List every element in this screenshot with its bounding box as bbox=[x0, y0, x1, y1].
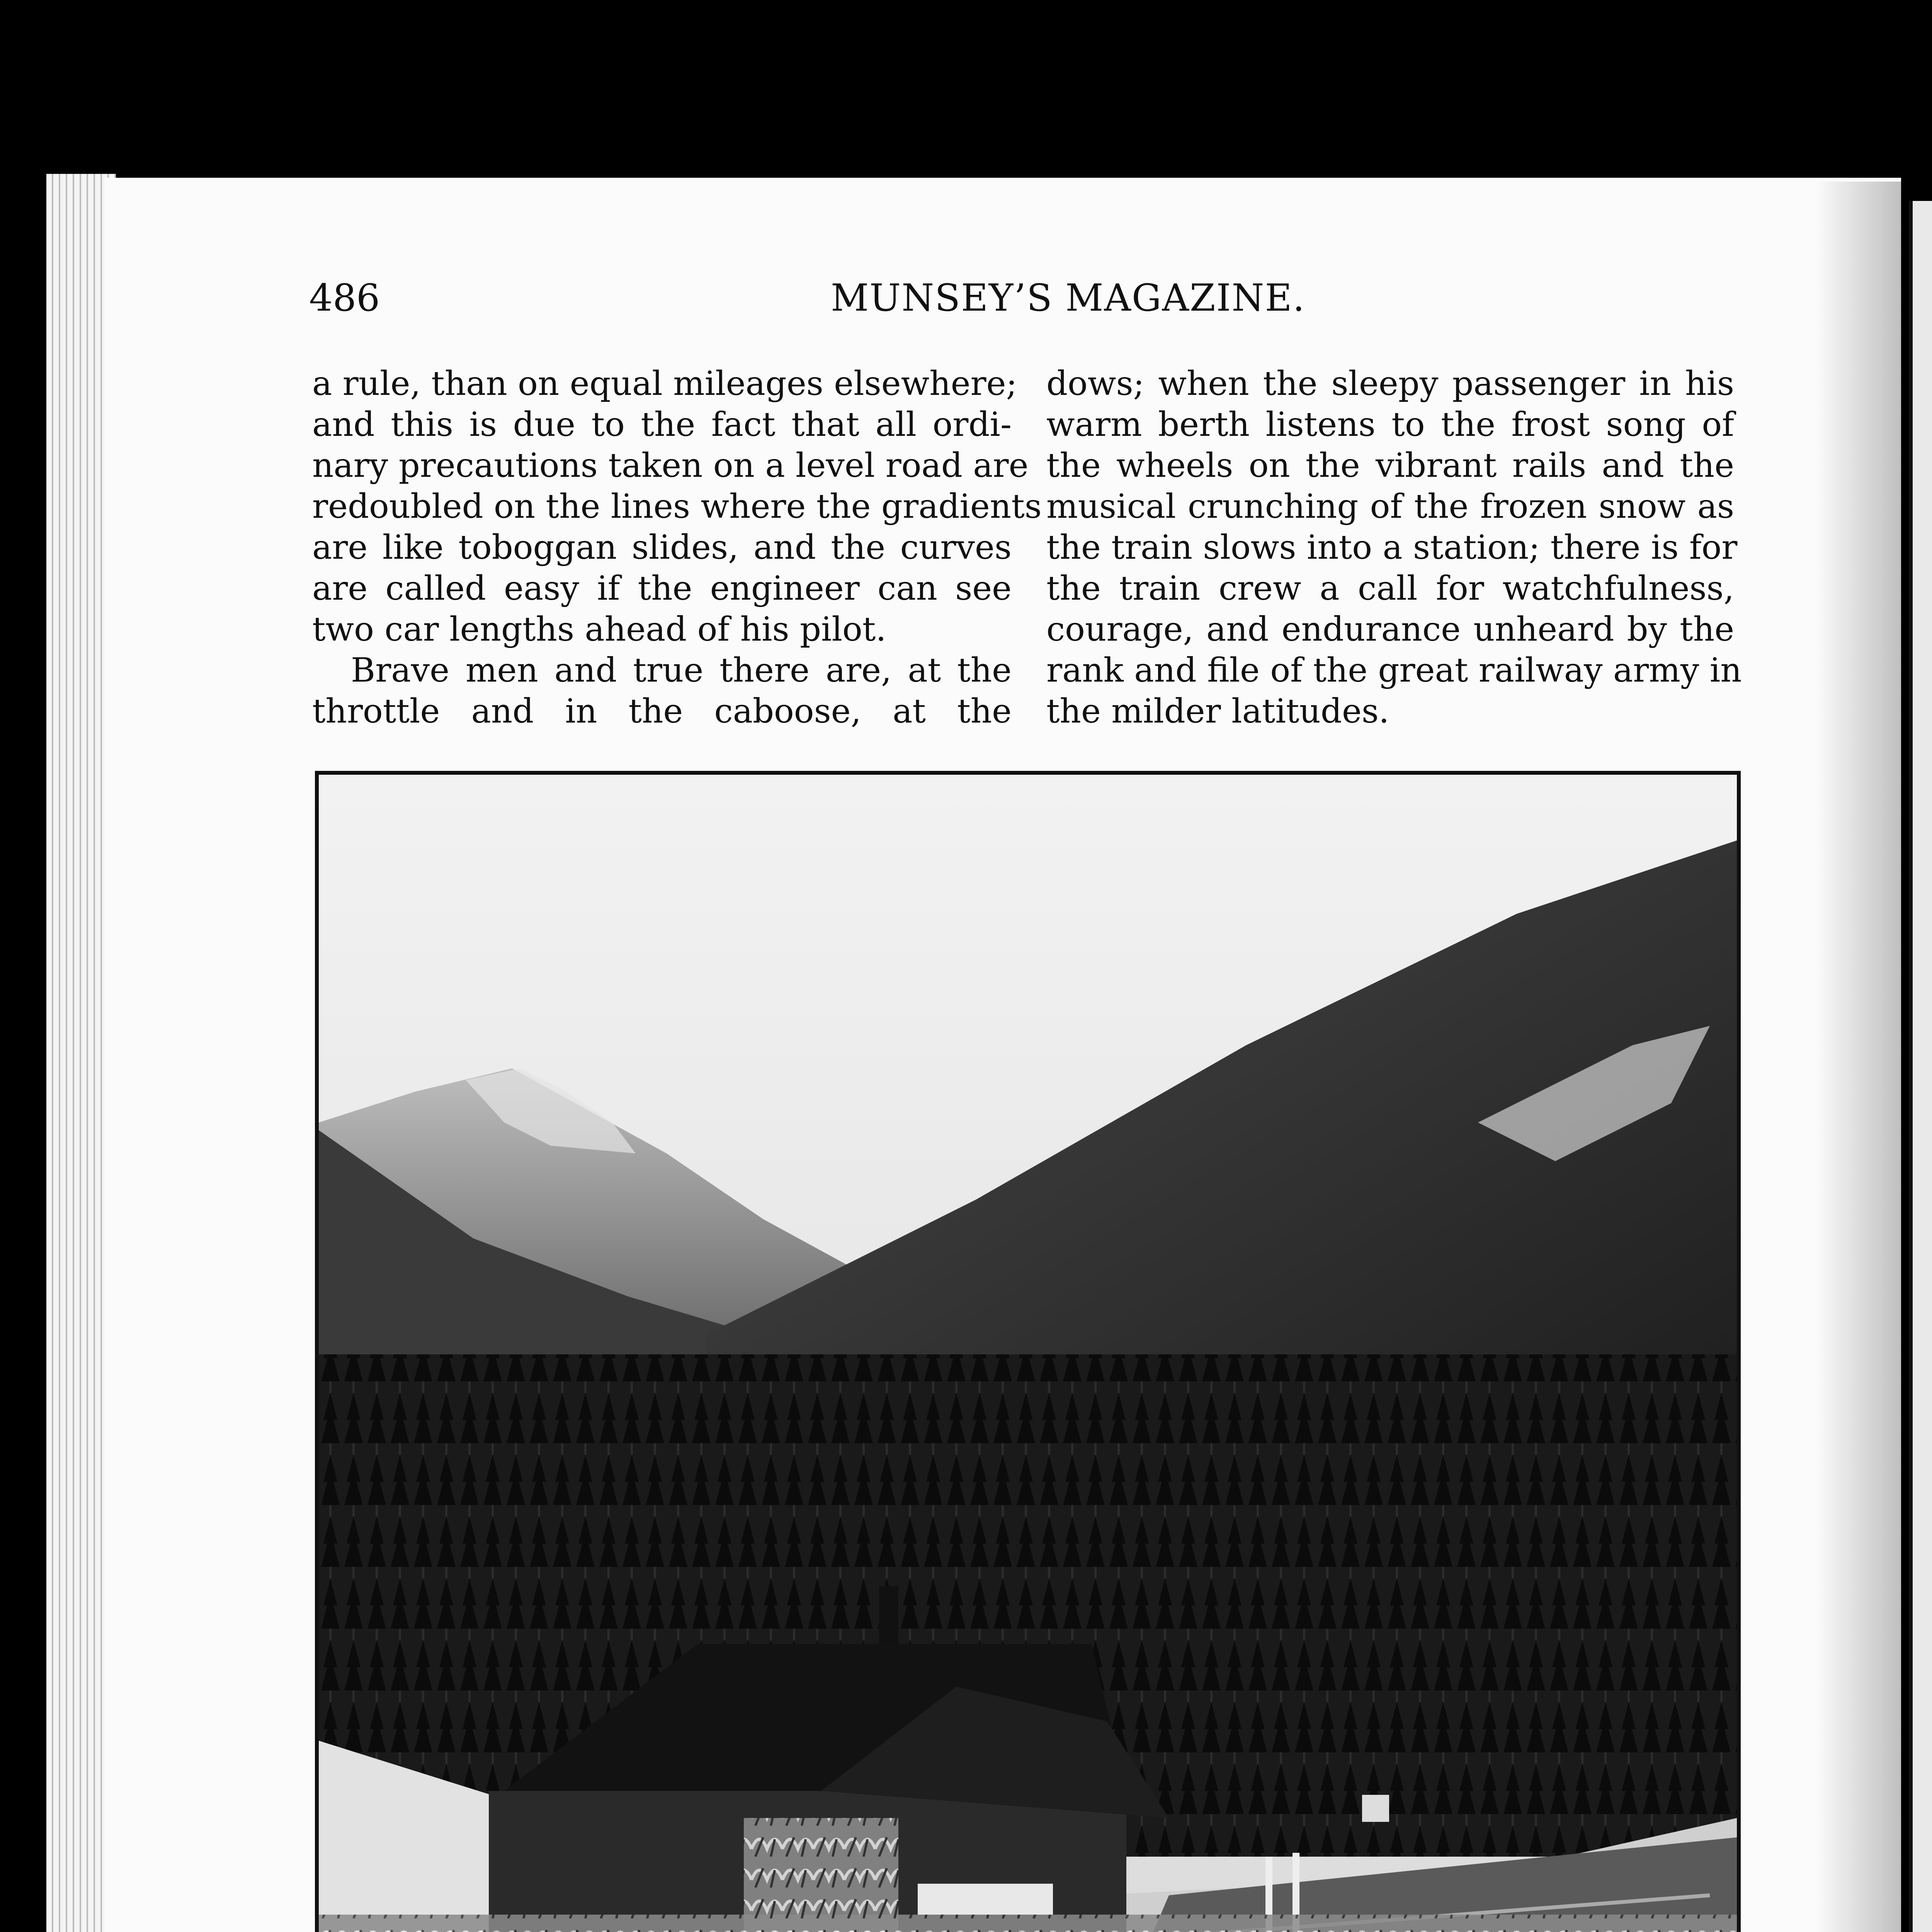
text-line: two car lengths ahead of his pilot. bbox=[312, 610, 886, 649]
page-curve-shadow bbox=[1816, 182, 1905, 1932]
text-column-top-left bbox=[312, 363, 1042, 732]
text-line: dows; when the sleepy passenger in his bbox=[1046, 364, 1734, 403]
text-line: redoubled on the lines where the gradients bbox=[312, 487, 1042, 526]
text-line: musical crunching of the frozen snow as bbox=[1046, 487, 1734, 526]
text-line: throttle and in the caboose, at the bbox=[312, 692, 1012, 731]
text-line: a rule, than on equal mileages elsewhere; bbox=[312, 364, 1017, 403]
text-line: warm berth listens to the frost song of bbox=[1046, 405, 1734, 444]
text-line: are like toboggan slides, and the curves bbox=[312, 528, 1012, 567]
mountain-railway-photograph bbox=[315, 771, 1741, 1932]
text-line: the train crew a call for watchfulness, bbox=[1046, 569, 1734, 608]
text-line: courage, and endurance unheard by the bbox=[1046, 610, 1734, 649]
text-line: nary precautions taken on a level road are bbox=[312, 446, 1029, 485]
magazine-title: MUNSEY’S MAGAZINE. bbox=[831, 276, 1306, 320]
text-line: are called easy if the engineer can see bbox=[312, 569, 1012, 608]
running-head bbox=[309, 276, 1739, 327]
facing-page-edge bbox=[1913, 201, 1932, 1932]
text-line: rank and file of the great railway army in bbox=[1046, 651, 1742, 690]
text-line: and this is due to the fact that all ordi- bbox=[312, 405, 1012, 444]
text-line: the milder latitudes. bbox=[1046, 692, 1389, 731]
text-line: the train slows into a station; there is for bbox=[1046, 528, 1738, 567]
text-line: Brave men and true there are, at the bbox=[351, 651, 1012, 690]
text-line: the wheels on the vibrant rails and the bbox=[1046, 446, 1734, 485]
text-column-top-right bbox=[1046, 363, 1742, 732]
page-number: 486 bbox=[309, 276, 380, 320]
